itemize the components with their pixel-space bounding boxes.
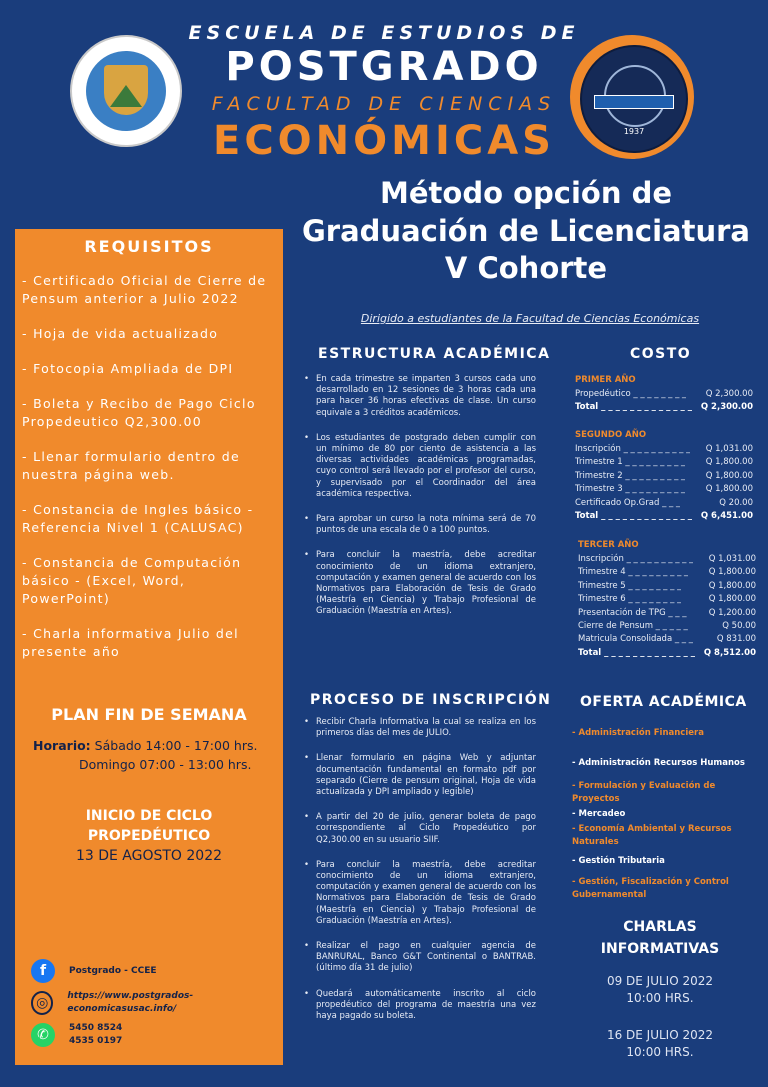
proceso-list [304,717,536,1031]
phone2: 4535 0197 [69,1036,123,1046]
charla-date: 09 DE JULIO 2022 [606,974,714,988]
list-item: • Para aprobar un curso la nota mínima será de 70 puntos de una escala de 0 a 100 puntos. [304,514,536,536]
list-item: - Administración Recursos Humanos [572,758,745,768]
inicio-date: 13 DE AGOSTO 2022 [75,848,223,864]
cost-row-total: Total _ _ _ _ _ _ _ _ _ _ _ _ _ Q 6,451.00 [575,511,753,522]
phone1: 5450 8524 [69,1023,123,1033]
cost-row: Certificado Op.Grad _ _ _ Q 20.00 [575,497,753,508]
list-item: - Constancia de Computación básico - (Excel, Word, PowerPoint) [22,555,242,606]
cost-head: SEGUNDO AÑO [575,430,647,440]
cost-row: Trimestre 5 _ _ _ _ _ _ _ _ Q 1,800.00 [578,580,756,591]
page-title [295,175,757,288]
title-line2: Graduación de Licenciatura [302,213,750,248]
cost-head: TERCER AÑO [578,540,639,550]
costo-title: COSTO [630,346,692,362]
list-item: • Los estudiantes de postgrado deben cumplir con un mínimo de 80 por ciento de asistencia a las diversas actividades académicas programadas, cuyo control será llevado por el profesor del curso, y supervisado por el Coordinador del área académica respectiva. [304,433,536,500]
logo-band [594,95,674,109]
website-contact[interactable] [31,990,283,1016]
left-panel [15,229,283,1065]
list-item: - Charla informativa Julio del presente año [22,626,239,659]
list-item: - Mercadeo [572,809,626,819]
list-item: - Hoja de vida actualizado [22,326,219,341]
list-item: • Para concluir la maestría, debe acreditar conocimiento de un idioma extranjero, computación y examen general de acuerdo con los Normativos para Elaboración de Tesis de Grado (Maestría en Ciencia) y Trabajo Profesional de Graduación (Maestría en Artes). [304,550,536,617]
list-item: • Recibir Charla Informativa la cual se realiza en los primeros días del mes de JULIO. [304,717,536,739]
charla-date: 16 DE JULIO 2022 [606,1028,714,1042]
requisitos-list [22,272,278,678]
list-item: - Economía Ambiental y Recursos Naturales [572,824,732,847]
cost-row: Trimestre 4 _ _ _ _ _ _ _ _ _ Q 1,800.00 [578,567,756,578]
list-item: - Constancia de Ingles básico - Referencia Nivel 1 (CALUSAC) [22,502,254,535]
header-line4: ECONÓMICAS [213,118,555,164]
cost-head: PRIMER AÑO [575,375,636,385]
horario-line2: Domingo 07:00 - 13:00 hrs. [79,757,252,772]
charlas-title-line1: CHARLAS [623,919,697,935]
horario-block [33,736,283,774]
whatsapp-contact[interactable] [31,1022,122,1048]
cost-row: Trimestre 3 _ _ _ _ _ _ _ _ _ Q 1,800.00 [575,484,753,495]
charlas-title-line2: INFORMATIVAS [600,941,720,957]
cost-row: Inscripción _ _ _ _ _ _ _ _ _ _ Q 1,031.00 [575,444,753,454]
whatsapp-icon: ✆ [31,1023,55,1047]
logo-inner [580,45,688,153]
cost-row-total: Total _ _ _ _ _ _ _ _ _ _ _ _ _ Q 8,512.00 [578,647,756,658]
cost-row: Cierre de Pensum _ _ _ _ _ Q 50.00 [578,621,756,632]
inicio-title-line1: INICIO DE CICLO [85,808,213,824]
list-item: • Realizar el pago en cualquier agencia de BANRURAL, Banco G&T Continental o BANTRAB. (último día 31 de julio) [304,941,536,975]
title-line1: Método opción de [380,176,672,210]
cost-row: Trimestre 6 _ _ _ _ _ _ _ _ Q 1,800.00 [578,594,756,605]
list-item: - Llenar formulario dentro de nuestra página web. [22,449,240,482]
list-item: - Administración Financiera [572,728,704,738]
facebook-text: Postgrado - CCEE [69,965,157,976]
estructura-list [304,374,536,627]
list-item: • Para concluir la maestría, debe acreditar conocimiento de un idioma extranjero, computación y examen general de acuerdo con los Normativos para Elaboración de Tesis de Grado (Maestría en Ciencia) y Trabajo Profesional de Graduación (Maestría en Artes). [304,860,536,927]
website-link[interactable]: https://www.postgrados-economicasusac.info/ [67,991,194,1014]
facebook-icon: f [31,959,55,983]
estructura-title: ESTRUCTURA ACADÉMICA [318,346,551,362]
cost-row: Matricula Consolidada _ _ _ Q 831.00 [578,634,756,645]
seal-mountain [110,85,142,107]
oferta-title: OFERTA ACADÉMICA [580,694,747,710]
horario-line1: Sábado 14:00 - 17:00 hrs. [94,738,258,753]
charlas-title [580,916,740,960]
oferta-list [572,727,752,902]
requisitos-title: REQUISITOS [84,237,214,256]
charla-item [580,1027,740,1061]
charla-item [580,973,740,1007]
cost-row: Trimestre 1 _ _ _ _ _ _ _ _ _ Q 1,800.00 [575,457,753,468]
page-subtitle: Dirigido a estudiantes de la Facultad de Ciencias Económicas [360,312,700,325]
globe-cursor-icon: ◎ [31,991,53,1015]
cost-row: Propedéutico _ _ _ _ _ _ _ _ Q 2,300.00 [575,389,753,399]
cost-row-total: Total _ _ _ _ _ _ _ _ _ _ _ _ _ Q 2,300.00 [575,402,753,413]
list-item: • Quedará automáticamente inscrito al ciclo propedéutico del programa de maestría una vez haya pagado su boleta. [304,989,536,1023]
cost-block-segundo [575,430,753,523]
facebook-contact[interactable] [31,959,157,983]
logo-year: 1937 [623,127,645,136]
cost-block-tercer [578,540,756,660]
cost-row: Trimestre 2 _ _ _ _ _ _ _ _ _ Q 1,800.00 [575,470,753,481]
faculty-economics-logo [570,35,694,159]
inicio-title [15,806,283,846]
list-item: • A partir del 20 de julio, generar boleta de pago correspondiente al Ciclo Propedéutico por Q2,300.00 en su usuario SIIF. [304,812,536,846]
charla-time: 10:00 HRS. [626,1045,694,1059]
list-item: - Fotocopia Ampliada de DPI [22,361,234,376]
list-item: • En cada trimestre se imparten 3 cursos cada uno desarrollado en 12 sesiones de 3 horas cada una para hacer 36 horas efectivas de clase. Un curso equivale a 3 créditos académicos. [304,374,536,419]
phone-numbers [69,1022,122,1048]
header-line2: POSTGRADO [225,44,543,90]
cost-block-primer [575,375,753,415]
title-line3: V Cohorte [444,251,608,286]
cost-row: Inscripción _ _ _ _ _ _ _ _ _ _ Q 1,031.00 [578,554,756,564]
header-line3: FACULTAD DE CIENCIAS [211,93,557,115]
plan-title: PLAN FIN DE SEMANA [51,705,247,724]
list-item: - Gestión, Fiscalización y Control Gubernamental [572,877,729,900]
list-item: - Certificado Oficial de Cierre de Pensum anterior a Julio 2022 [22,273,267,306]
charla-time: 10:00 HRS. [626,991,694,1005]
list-item: - Boleta y Recibo de Pago Ciclo Propedeutico Q2,300.00 [22,396,256,429]
header-line1: ESCUELA DE ESTUDIOS DE [188,22,580,44]
proceso-title: PROCESO DE INSCRIPCIÓN [310,692,552,708]
horario-label: Horario: [33,738,91,753]
cost-row: Presentación de TPG _ _ _ Q 1,200.00 [578,607,756,618]
inicio-title-line2: PROPEDÉUTICO [87,828,211,844]
list-item: • Llenar formulario en página Web y adjuntar documentación fundamental en formato pdf por separado (Cierre de pensum original, Hoja de vida actualizada y DPI ampliado y legible) [304,753,536,798]
list-item: - Formulación y Evaluación de Proyectos [572,781,716,804]
list-item: - Gestión Tributaria [572,856,665,866]
